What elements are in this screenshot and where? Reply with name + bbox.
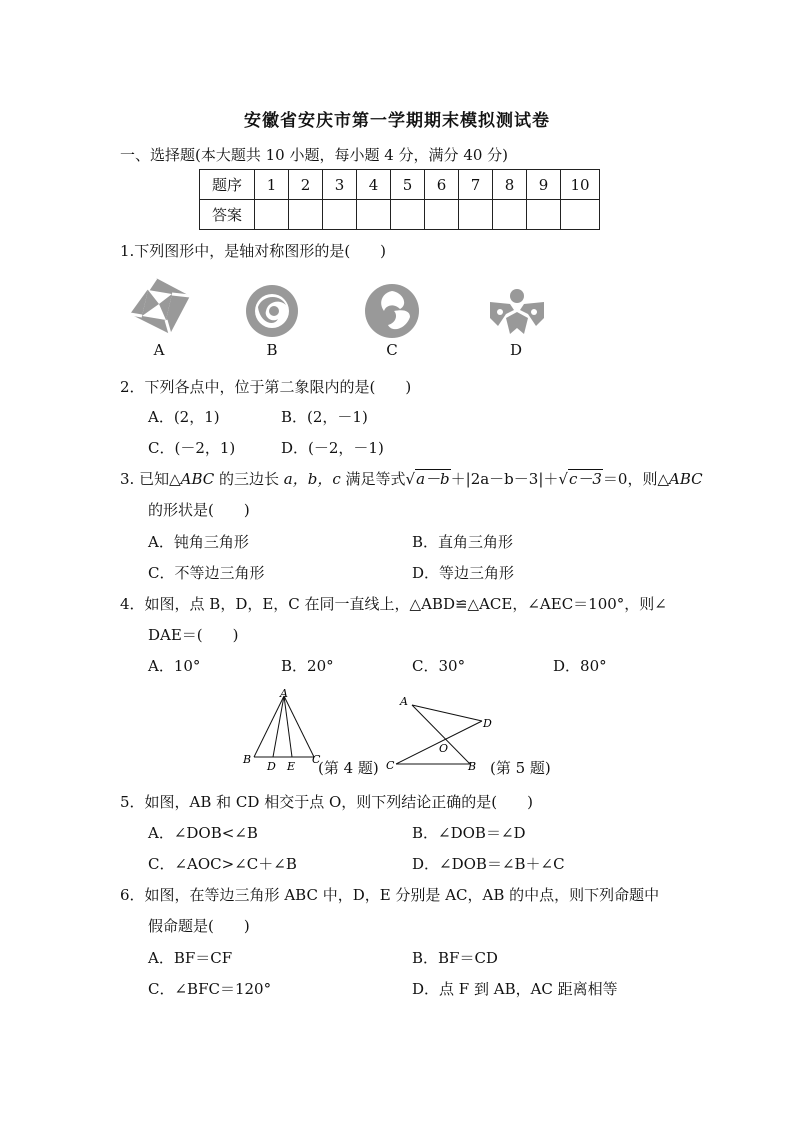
table-number: 3 <box>323 170 357 200</box>
fig5-label-b: B <box>468 760 477 773</box>
fig5-label-o: O <box>439 742 449 755</box>
q1-figure-c-icon <box>364 283 420 339</box>
figure-q4-triangle <box>240 686 330 774</box>
q1-figure-a-icon <box>126 276 192 338</box>
q3-sqrt-2: √c－3 <box>558 470 602 488</box>
q5-option-b: B．∠DOB＝∠D <box>412 824 526 842</box>
answer-cell[interactable] <box>323 200 357 230</box>
answer-cell[interactable] <box>527 200 561 230</box>
q1-label-a: A <box>153 341 165 359</box>
q6-option-a: A．BF＝CF <box>148 949 233 967</box>
table-head-number: 题序 <box>200 170 255 200</box>
page-title: 安徽省安庆市第一学期期末模拟测试卷 <box>244 111 550 131</box>
q3-radicand-1: a－b <box>416 470 450 488</box>
q4-option-c: C．30° <box>412 657 466 675</box>
fig5-caption: (第 5 题) <box>490 759 551 777</box>
q1-figure-d-icon <box>484 288 550 338</box>
q3-mid4: ＝0，则△ <box>602 470 669 488</box>
question-3-text <box>120 469 703 489</box>
fig4-label-b: B <box>243 753 252 766</box>
q4-option-d: D．80° <box>553 657 607 675</box>
answer-cell[interactable] <box>425 200 459 230</box>
question-4-line-2: DAE＝( ) <box>148 626 239 644</box>
table-number: 10 <box>561 170 600 200</box>
section-heading: 一、选择题(本大题共 10 小题，每小题 4 分，满分 40 分) <box>120 146 509 164</box>
q3-abc: ABC <box>180 470 215 488</box>
q2-option-b: B．(2，－1) <box>281 408 368 426</box>
question-2-text: 2．下列各点中，位于第二象限内的是( ) <box>120 378 412 396</box>
q1-label-c: C <box>386 341 398 359</box>
answer-cell[interactable] <box>289 200 323 230</box>
table-number: 4 <box>357 170 391 200</box>
q1-figure-b-icon <box>244 283 300 339</box>
q2-option-d: D．(－2，－1) <box>281 439 384 457</box>
answer-cell[interactable] <box>561 200 600 230</box>
fig4-caption: (第 4 题) <box>318 759 379 777</box>
q2-option-a: A．(2，1) <box>148 408 220 426</box>
fig5-label-c: C <box>386 759 395 772</box>
q3-mid2: 满足等式 <box>340 470 406 488</box>
fig4-label-c: C <box>312 753 321 766</box>
question-3-line-2: 的形状是( ) <box>148 501 250 519</box>
fig5-label-d: D <box>483 717 492 730</box>
table-number: 1 <box>255 170 289 200</box>
question-6-line-2: 假命题是( ) <box>148 917 250 935</box>
answer-cell[interactable] <box>391 200 425 230</box>
answer-cell[interactable] <box>357 200 391 230</box>
table-head-answer: 答案 <box>200 200 255 230</box>
question-6-text: 6．如图，在等边三角形 ABC 中，D，E 分别是 AC，AB 的中点，则下列命题中 <box>120 886 660 904</box>
q3-mid1: 的三边长 <box>214 470 284 488</box>
figure-q5-crossing <box>382 690 494 776</box>
q3-abc2: ABC <box>669 470 703 488</box>
fig5-label-a: A <box>400 695 408 708</box>
q3-mid3: ＋|2a－b－3|＋ <box>450 470 559 488</box>
answer-table-row-numbers <box>200 170 600 200</box>
q3-option-b: B．直角三角形 <box>412 533 514 551</box>
q6-option-d: D．点 F 到 AB，AC 距离相等 <box>412 980 618 998</box>
fig4-label-a: A <box>280 687 288 700</box>
q5-option-d: D．∠DOB＝∠B＋∠C <box>412 855 565 873</box>
answer-cell[interactable] <box>459 200 493 230</box>
answer-table <box>199 169 600 230</box>
q3-option-c: C．不等边三角形 <box>148 564 265 582</box>
table-number: 8 <box>493 170 527 200</box>
q3-prefix: 3. 已知△ <box>120 470 181 488</box>
answer-table-row-answers <box>200 200 600 230</box>
q3-option-d: D．等边三角形 <box>412 564 515 582</box>
fig4-label-d: D <box>267 760 276 773</box>
q3-option-a: A．钝角三角形 <box>148 533 249 551</box>
table-number: 2 <box>289 170 323 200</box>
q3-vars: a，b，c <box>283 470 341 488</box>
table-number: 9 <box>527 170 561 200</box>
answer-cell[interactable] <box>493 200 527 230</box>
q2-option-c: C．(－2，1) <box>148 439 236 457</box>
q3-radicand-2: c－3 <box>568 470 602 488</box>
q3-sqrt-1: √a－b <box>405 470 450 488</box>
q1-label-d: D <box>509 341 523 359</box>
q5-option-c: C．∠AOC>∠C＋∠B <box>148 855 297 873</box>
q1-label-b: B <box>266 341 278 359</box>
table-number: 7 <box>459 170 493 200</box>
question-4-text: 4．如图，点 B，D，E，C 在同一直线上，△ABD≌△ACE，∠AEC＝100°，则∠ <box>120 595 667 613</box>
table-number: 6 <box>425 170 459 200</box>
q5-option-a: A．∠DOB<∠B <box>148 824 258 842</box>
table-number: 5 <box>391 170 425 200</box>
answer-cell[interactable] <box>255 200 289 230</box>
q6-option-b: B．BF＝CD <box>412 949 498 967</box>
question-5-text: 5．如图，AB 和 CD 相交于点 O，则下列结论正确的是( ) <box>120 793 533 811</box>
q4-option-b: B．20° <box>281 657 334 675</box>
q4-option-a: A．10° <box>148 657 201 675</box>
fig4-label-e: E <box>287 760 296 773</box>
q6-option-c: C．∠BFC＝120° <box>148 980 272 998</box>
question-1-text: 1.下列图形中，是轴对称图形的是( ) <box>120 242 387 260</box>
